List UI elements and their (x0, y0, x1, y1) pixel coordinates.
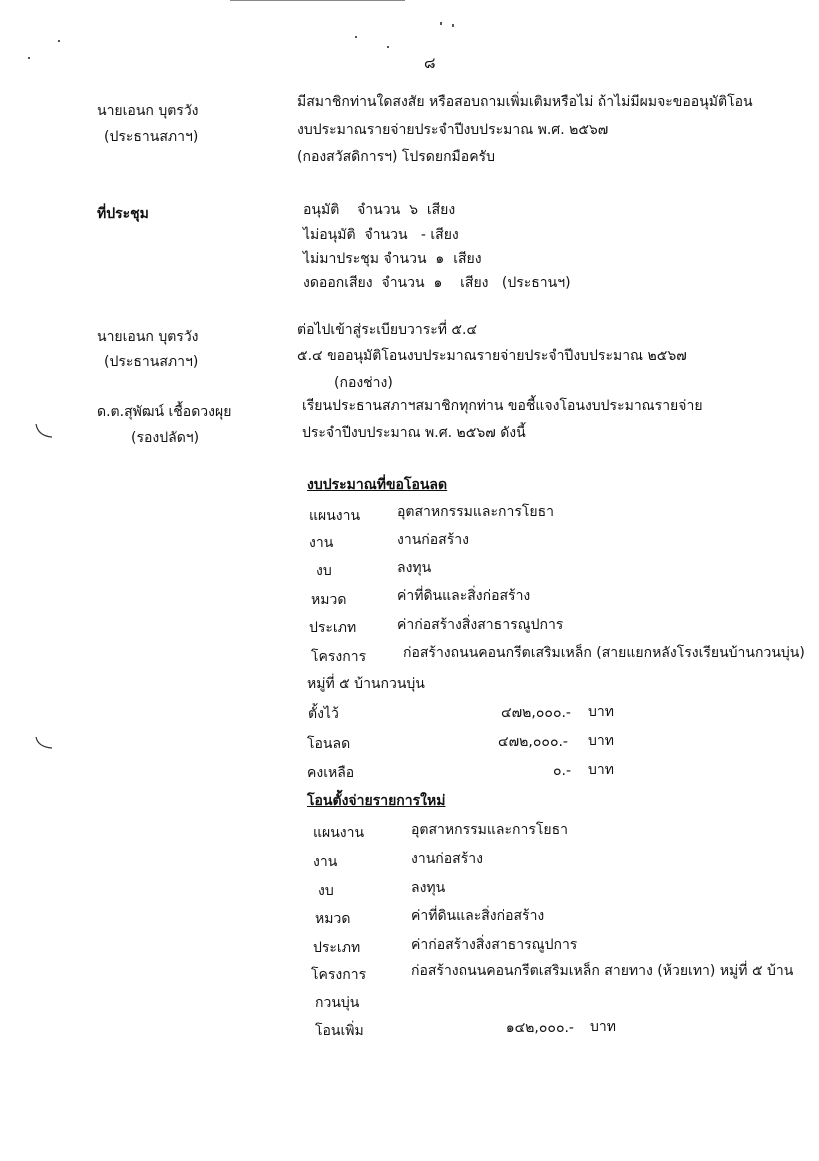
paragraph-line: เรียนประธานสภาฯสมาชิกทุกท่าน ขอชี้แจงโอนงบประมาณรายจ่าย (302, 398, 703, 414)
speaker-role: (ประธานสภาฯ) (104, 354, 199, 370)
amount-label: โอนเพิ่ม (315, 1023, 364, 1039)
scan-line (230, 0, 405, 1)
row-value: ลงทุน (411, 880, 446, 896)
amount-unit: บาท (588, 762, 614, 778)
amount-unit: บาท (588, 733, 614, 749)
scan-speck (387, 46, 389, 48)
scan-speck (28, 57, 30, 59)
row-value: ค่าก่อสร้างสิ่งสาธารณูปการ (411, 937, 578, 953)
row-value: ก่อสร้างถนนคอนกรีตเสริมเหล็ก (สายแยกหลังโรงเรียนบ้านกวนบุ่น) (403, 645, 805, 661)
speaker-role: (ประธานสภาฯ) (104, 129, 199, 145)
row-label: งบ (318, 883, 334, 899)
row-value: ลงทุน (397, 560, 432, 576)
scan-speck (452, 24, 454, 27)
row-label: ประเภท (309, 620, 357, 636)
row-value-cont: หมู่ที่ ๕ บ้านกวนบุ่น (307, 676, 425, 692)
row-label: แผนงาน (313, 825, 365, 841)
vote-line: อนุมัติ จำนวน ๖ เสียง (303, 202, 456, 218)
row-value: อุตสาหกรรมและการโยธา (397, 504, 554, 520)
row-label: โครงการ (311, 967, 367, 983)
row-value-cont: กวนบุ่น (315, 995, 360, 1011)
speaker-name: ด.ต.สุพัฒน์ เชื้อดวงผุย (97, 404, 232, 420)
row-label: งบ (316, 563, 332, 579)
section-label: ที่ประชุม (97, 206, 149, 222)
amount-unit: บาท (590, 1019, 616, 1035)
page-number: ๘ (424, 54, 436, 72)
row-label: แผนงาน (309, 508, 361, 524)
margin-mark (34, 422, 56, 440)
amount-label: ตั้งไว้ (308, 706, 339, 722)
amount-value: ๑๔๒,๐๐๐.- (505, 1020, 574, 1036)
amount-value: ๐.- (552, 763, 571, 779)
row-label: ประเภท (313, 940, 361, 956)
row-value: ค่าที่ดินและสิ่งก่อสร้าง (397, 588, 531, 604)
row-value: อุตสาหกรรมและการโยธา (411, 822, 568, 838)
vote-line: ไม่อนุมัติ จำนวน - เสียง (303, 227, 459, 243)
paragraph-line: มีสมาชิกท่านใดสงสัย หรือสอบถามเพิ่มเติมหรือไม่ ถ้าไม่มีผมจะขออนุมัติโอน (297, 94, 753, 110)
paragraph-line: ประจำปีงบประมาณ พ.ศ. ๒๕๖๗ ดังนี้ (302, 425, 526, 441)
row-label: งาน (309, 535, 334, 551)
row-value: ก่อสร้างถนนคอนกรีตเสริมเหล็ก สายทาง (ห้วยเทา) หมู่ที่ ๕ บ้าน (411, 963, 794, 979)
paragraph-line: (กองช่าง) (334, 375, 393, 391)
scan-speck (58, 40, 60, 42)
row-label: โครงการ (311, 649, 367, 665)
row-value: ค่าก่อสร้างสิ่งสาธารณูปการ (397, 617, 564, 633)
vote-line: ไม่มาประชุม จำนวน ๑ เสียง (303, 251, 482, 267)
margin-mark (34, 735, 56, 753)
row-value: งานก่อสร้าง (397, 532, 469, 548)
speaker-role: (รองปลัดฯ) (131, 430, 200, 446)
row-label: หมวด (315, 911, 351, 927)
row-value: ค่าที่ดินและสิ่งก่อสร้าง (411, 908, 545, 924)
speaker-name: นายเอนก บุตรวัง (97, 103, 199, 119)
paragraph-line: (กองสวัสดิการฯ) โปรดยกมือครับ (297, 149, 495, 165)
amount-label: โอนลด (307, 736, 351, 752)
vote-line: งดออกเสียง จำนวน ๑ เสียง (ประธานฯ) (303, 275, 571, 291)
scan-speck (355, 36, 357, 38)
paragraph-line: ต่อไปเข้าสู่ระเบียบวาระที่ ๕.๔ (297, 322, 478, 338)
section-heading: โอนตั้งจ่ายรายการใหม่ (307, 793, 446, 809)
paragraph-line: ๕.๔ ขออนุมัติโอนงบประมาณรายจ่ายประจำปีงบประมาณ ๒๕๖๗ (297, 348, 687, 364)
row-value: งานก่อสร้าง (411, 851, 483, 867)
amount-unit: บาท (588, 704, 614, 720)
amount-value: ๔๗๒,๐๐๐.- (498, 734, 568, 750)
scan-speck (440, 22, 442, 25)
paragraph-line: งบประมาณรายจ่ายประจำปีงบประมาณ พ.ศ. ๒๕๖๗ (297, 122, 609, 138)
section-heading: งบประมาณที่ขอโอนลด (307, 477, 448, 493)
amount-value: ๔๗๒,๐๐๐.- (501, 705, 571, 721)
amount-label: คงเหลือ (307, 765, 355, 781)
row-label: งาน (313, 854, 338, 870)
speaker-name: นายเอนก บุตรวัง (97, 329, 199, 345)
row-label: หมวด (311, 592, 347, 608)
